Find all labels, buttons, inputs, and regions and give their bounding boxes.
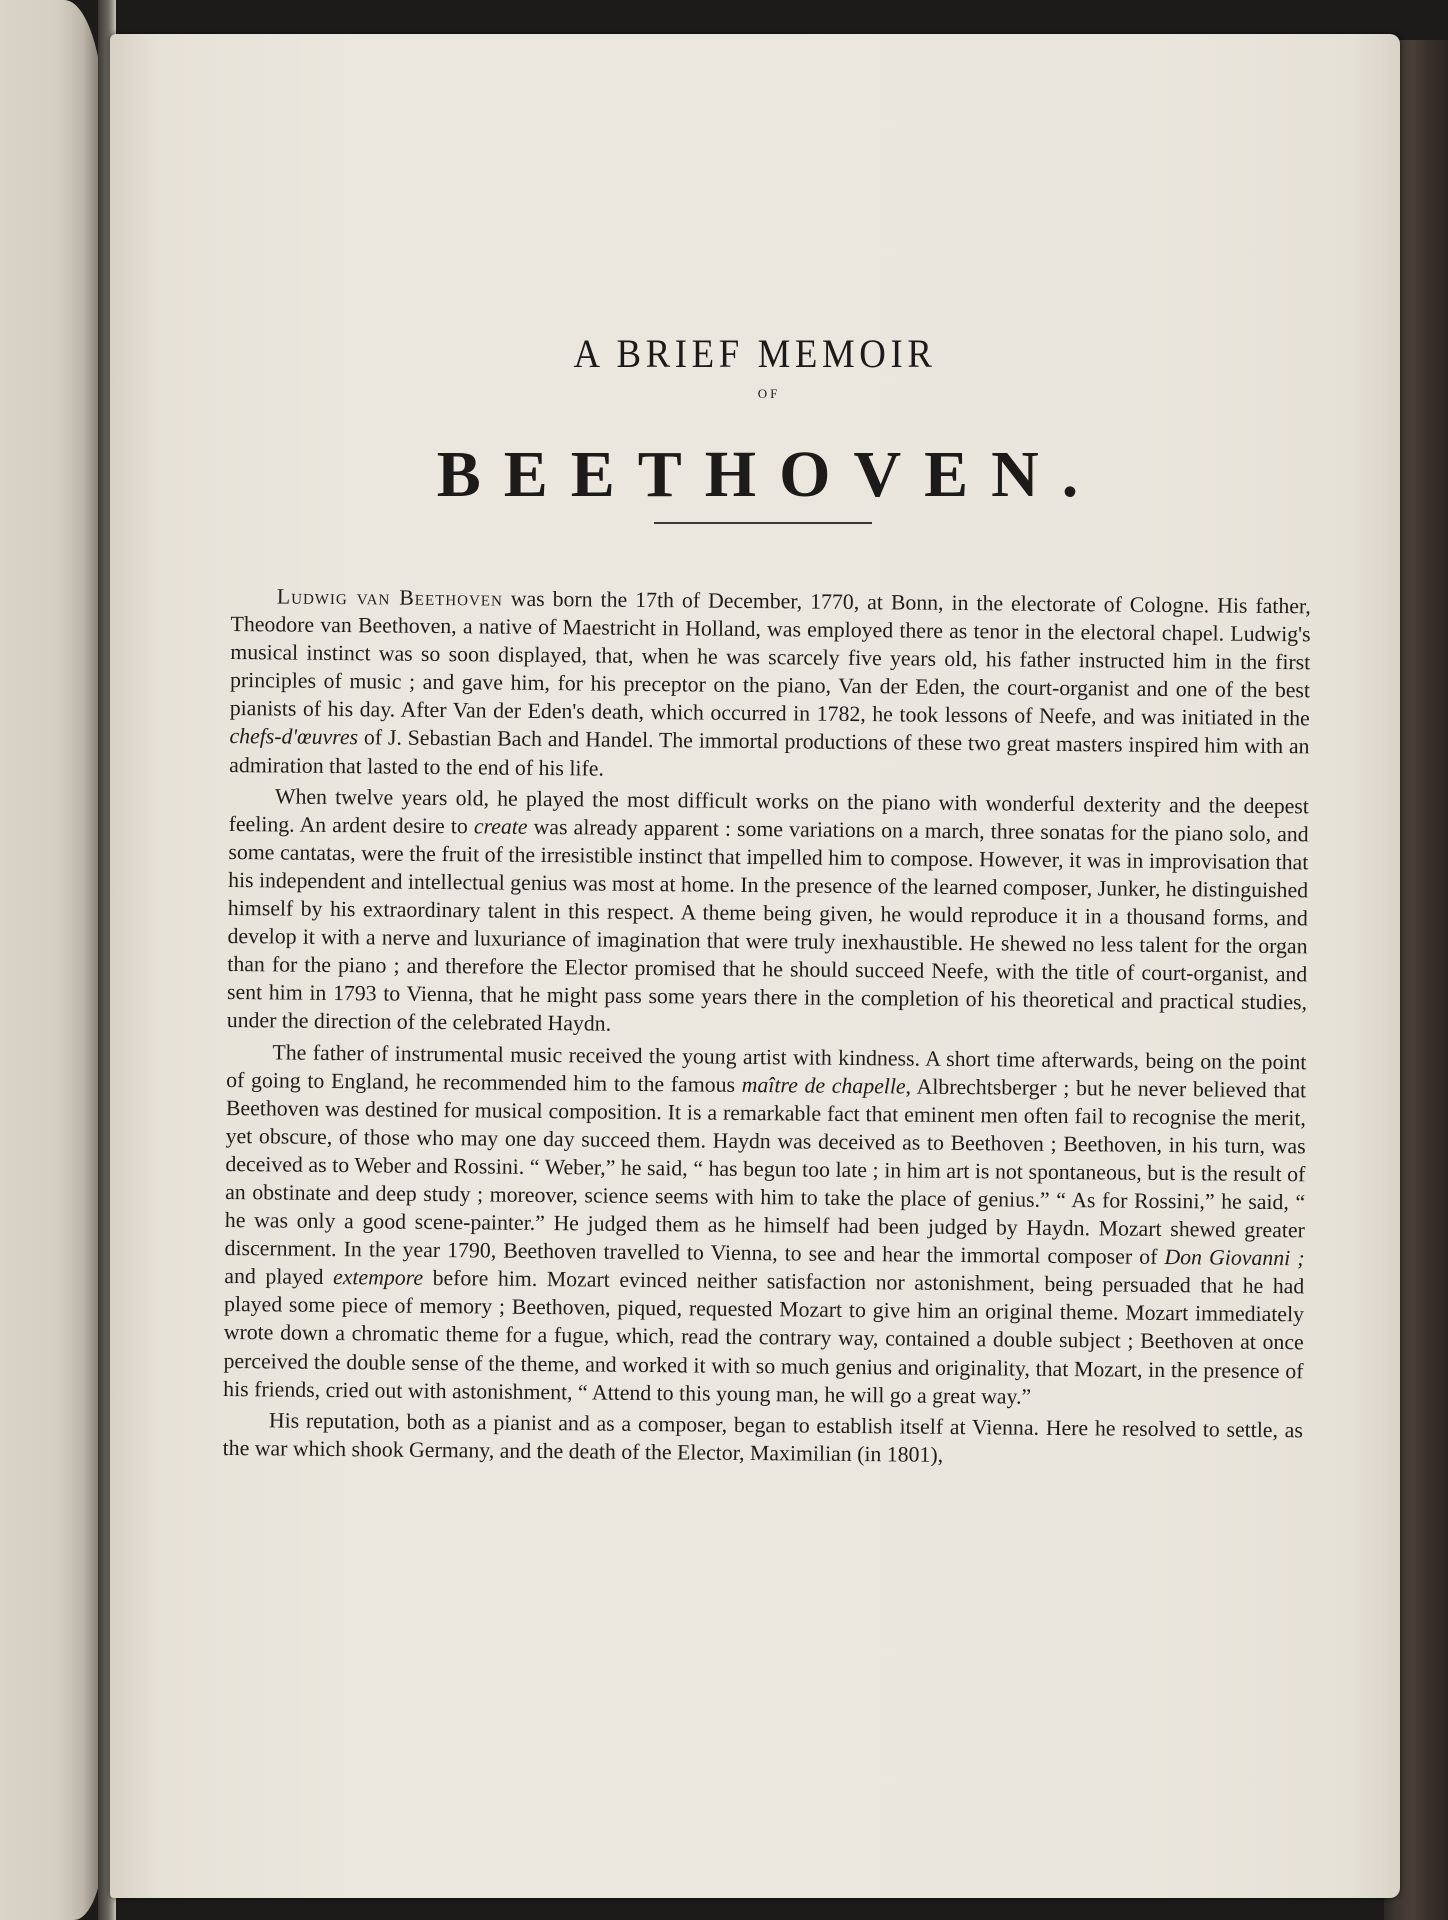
paragraph-3 — [223, 1037, 1306, 1413]
lead-name: Ludwig van Beethoven — [276, 584, 503, 611]
title-rule — [654, 522, 872, 524]
italic-phrase: maître de chapelle — [741, 1072, 906, 1099]
title-of: OF — [757, 386, 781, 401]
paragraph-text: before him. Mozart evinced neither satisfaction nor astonishment, being persuaded that he had played some piece of memory ; Beethoven, piqued, requested Mozart to give him an original theme. Mozart immediately wrote down a chromatic theme for a fugue, which, read the contrary way, contained a double subject ; Beethoven at once perceived the double sense of the theme, and worked it with so much genius and originality, that Mozart, in the presence of his friends, cried out with astonishment, “ Attend to this young man, he will go a great way.” — [223, 1266, 1305, 1409]
paragraph-text: was born the 17th of December, 1770, at Bonn, in the electorate of Cologne. His father, Theodore van Beethoven, a native of Maestricht in Holland, was employed there as tenor in the electoral chapel. Ludwig's musical instinct was so soon displayed, that, when he was scarcely five years old, his father instructed him in the first principles of music ; and gave him, for his preceptor on the piano, Van der Eden, the court-organist and one of the best pianists of his day. After Van der Eden's death, which occurred in 1782, he took lessons of Neefe, and was initiated in the — [229, 586, 1311, 731]
paragraph-1 — [229, 582, 1311, 789]
memoir-body — [223, 582, 1311, 1475]
italic-phrase: create — [473, 814, 528, 839]
memoir-title: A BRIEF MEMOIR — [573, 331, 937, 376]
paragraph-text: His reputation, both as a pianist and as a composer, began to establish itself at Vienna. Here he resolved to settle, as the war which shook Germany, and the death of the Elector, Maximilian (in 1801), — [222, 1408, 1304, 1467]
italic-phrase: extempore — [332, 1265, 424, 1291]
composer-name-title: BEETHOVEN. — [436, 438, 1102, 511]
left-page-edge — [0, 0, 104, 1920]
paragraph-text: was already apparent : some variations on a march, three sonatas for the piano solo, and some cantatas, were the fruit of the irresistible instinct that impelled him to compose. However, it was in improvisation that his independent and intellectual genius was most at home. In the presence of the learned composer, Junker, he distinguished himself by his extraordinary talent in this respect. A theme being given, he would reproduce it in a thousand forms, and develop it with a nerve and luxuriance of imagination that were truly inexhaustible. He shewed no less talent for the organ than for the piano ; and therefore the Elector promised that he should succeed Neefe, with the title of court-organist, and sent him in 1793 to Vienna, that he might pass some years there in the completion of his theoretical and practical studies, under the direction of the celebrated Haydn. — [226, 814, 1309, 1037]
paragraph-text: The father of instrumental music received the young artist with kindness. A short time afterwards, being on the point of going to England, he recommended him to the famous — [226, 1039, 1307, 1097]
paragraph-text: , Albrechtsberger ; but he never believed that Beethoven was destined for musical composition. It is a remarkable fact that eminent men often fail to recognise the merit, yet obscure, of those who may one day succeed them. Haydn was deceived as to Beethoven ; Beethoven, in his turn, was deceived as to Weber and Rossini. “ Weber,” he said, “ has begun too late ; in him art is not spontaneous, but is the result of an obstinate and deep study ; moreover, science seems with him to take the place of genius.” “ As for Rossini,” he said, “ he was only a good scene-painter.” He judged them as he himself had been judged by Haydn. Mozart shewed greater discernment. In the year 1790, Beethoven travelled to Vienna, to see and hear the immortal composer of — [224, 1074, 1307, 1270]
paragraph-text: of J. Sebastian Bach and Handel. The immortal productions of these two great masters inspired him with an admiration that lasted to the end of his life. — [229, 725, 1310, 781]
book-page — [110, 34, 1400, 1898]
paragraph-2 — [227, 782, 1309, 1045]
paragraph-text: When twelve years old, he played the most difficult works on the piano with wonderful dexterity and the deepest feeling. An ardent desire to — [228, 784, 1310, 839]
italic-phrase: chefs-d'œuvres — [229, 724, 359, 750]
paragraph-text: and played — [224, 1264, 334, 1290]
paragraph-4 — [223, 1406, 1303, 1473]
italic-phrase: Don Giovanni ; — [1164, 1245, 1305, 1271]
